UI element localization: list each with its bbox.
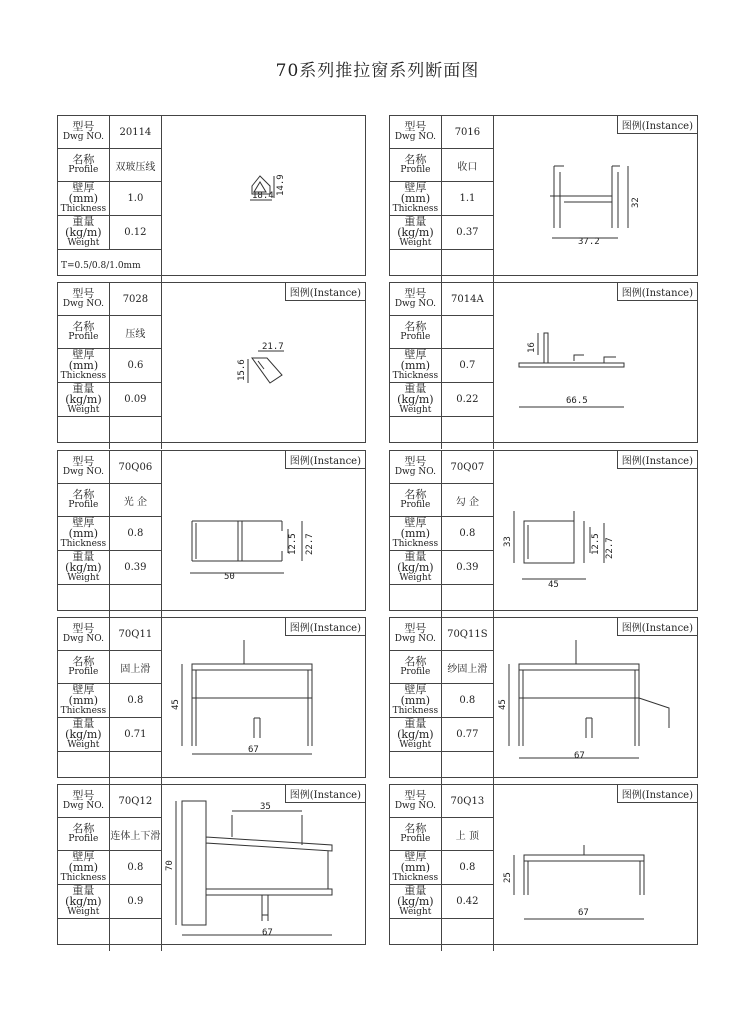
weight-label-en: Weight bbox=[67, 573, 100, 583]
dwg-label bbox=[390, 283, 441, 316]
info-row bbox=[58, 149, 162, 182]
empty-cell bbox=[109, 752, 161, 785]
info-row bbox=[58, 383, 162, 417]
profile-label-cn: 名称 bbox=[72, 822, 95, 835]
thick-label-cn: 壁厚(mm) bbox=[400, 850, 431, 874]
profile-label-en: Profile bbox=[68, 500, 99, 510]
info-table bbox=[390, 451, 494, 617]
info-table bbox=[58, 451, 162, 617]
profile-card-7016 bbox=[389, 115, 698, 276]
profile-label-cn: 名称 bbox=[72, 153, 95, 166]
info-table bbox=[58, 116, 162, 282]
profile-shape bbox=[524, 511, 584, 563]
profile-value: 收口 bbox=[441, 149, 493, 182]
empty-cell bbox=[58, 919, 109, 952]
info-row bbox=[390, 818, 494, 851]
instance-label: 图例(Instance) bbox=[617, 618, 697, 636]
weight-value: 0.9 bbox=[109, 885, 161, 919]
dimension-label: 45 bbox=[548, 580, 559, 590]
profile-label-cn: 名称 bbox=[72, 320, 95, 333]
weight-label-cn: 重量(kg/m) bbox=[397, 382, 434, 406]
thick-label-en: Thickness bbox=[392, 706, 439, 716]
empty-cell bbox=[441, 752, 493, 785]
thickness-value: 0.7 bbox=[441, 349, 493, 383]
weight-label-en: Weight bbox=[67, 405, 100, 415]
thick-label-cn: 壁厚(mm) bbox=[400, 516, 431, 540]
dwg-label-cn: 型号 bbox=[404, 455, 427, 468]
info-row bbox=[390, 718, 494, 752]
empty-cell bbox=[390, 585, 441, 618]
profile-label bbox=[390, 484, 441, 517]
dwg-value: 7016 bbox=[441, 116, 493, 149]
dwg-label bbox=[390, 618, 441, 651]
dwg-label-en: Dwg NO. bbox=[394, 467, 436, 477]
thick-label bbox=[390, 517, 441, 551]
thickness-value: 1.1 bbox=[441, 182, 493, 216]
info-row bbox=[390, 182, 494, 216]
dwg-label bbox=[58, 283, 109, 316]
info-row bbox=[58, 785, 162, 818]
dwg-label bbox=[58, 451, 109, 484]
thick-label-cn: 壁厚(mm) bbox=[68, 683, 99, 707]
info-table bbox=[390, 283, 494, 449]
dwg-label-en: Dwg NO. bbox=[394, 634, 436, 644]
thick-label-en: Thickness bbox=[392, 204, 439, 214]
profile-value: 双玻压线 bbox=[109, 149, 161, 182]
info-row bbox=[58, 451, 162, 484]
profile-label-en: Profile bbox=[400, 500, 431, 510]
info-row bbox=[58, 818, 162, 851]
profile-shape bbox=[192, 521, 282, 561]
weight-label-cn: 重量(kg/m) bbox=[397, 215, 434, 239]
profile-label-en: Profile bbox=[68, 834, 99, 844]
instance-label: 图例(Instance) bbox=[617, 785, 697, 803]
weight-label bbox=[390, 718, 441, 752]
thick-label-en: Thickness bbox=[60, 371, 107, 381]
dwg-value: 70Q11 bbox=[109, 618, 161, 651]
dimension-label: 35 bbox=[260, 802, 271, 812]
weight-value: 0.12 bbox=[109, 216, 161, 250]
weight-label bbox=[58, 551, 109, 585]
weight-label-en: Weight bbox=[399, 740, 432, 750]
profile-card-7028 bbox=[57, 282, 366, 443]
dwg-label-en: Dwg NO. bbox=[394, 299, 436, 309]
info-row bbox=[390, 316, 494, 349]
info-row bbox=[390, 149, 494, 182]
weight-label bbox=[58, 718, 109, 752]
profile-card-70Q07 bbox=[389, 450, 698, 611]
profile-value: 光 企 bbox=[109, 484, 161, 517]
info-row bbox=[390, 885, 494, 919]
thickness-value: 0.8 bbox=[109, 851, 161, 885]
info-row bbox=[390, 484, 494, 517]
thick-label-en: Thickness bbox=[392, 873, 439, 883]
dwg-value: 7028 bbox=[109, 283, 161, 316]
thickness-value: 0.8 bbox=[441, 851, 493, 885]
profile-drawing bbox=[494, 283, 694, 442]
empty-cell bbox=[441, 585, 493, 618]
dwg-label-cn: 型号 bbox=[404, 287, 427, 300]
thickness-value: 0.6 bbox=[109, 349, 161, 383]
profile-label bbox=[58, 316, 109, 349]
info-row bbox=[58, 517, 162, 551]
profile-drawing bbox=[162, 116, 362, 275]
info-table bbox=[390, 785, 494, 951]
empty-cell bbox=[390, 417, 441, 450]
thick-label-en: Thickness bbox=[60, 539, 107, 549]
profile-label-cn: 名称 bbox=[404, 488, 427, 501]
profile-label bbox=[58, 149, 109, 182]
weight-label-en: Weight bbox=[399, 238, 432, 248]
profile-drawing bbox=[494, 618, 694, 777]
thick-label-en: Thickness bbox=[60, 204, 107, 214]
profile-card-7014A bbox=[389, 282, 698, 443]
thick-label bbox=[58, 517, 109, 551]
info-row bbox=[58, 283, 162, 316]
info-row bbox=[58, 851, 162, 885]
profile-shape bbox=[524, 845, 644, 895]
profile-card-70Q11 bbox=[57, 617, 366, 778]
profile-shape bbox=[192, 640, 312, 746]
weight-label-cn: 重量(kg/m) bbox=[65, 717, 102, 741]
weight-value: 0.39 bbox=[441, 551, 493, 585]
instance-label: 图例(Instance) bbox=[285, 785, 365, 803]
dwg-label-cn: 型号 bbox=[72, 455, 95, 468]
dimension-label: 25 bbox=[503, 872, 513, 883]
weight-label-en: Weight bbox=[67, 740, 100, 750]
dimension-label: 32 bbox=[631, 197, 641, 208]
weight-label-en: Weight bbox=[67, 238, 100, 248]
profile-value: 固上滑 bbox=[109, 651, 161, 684]
thick-label-en: Thickness bbox=[392, 371, 439, 381]
profile-value: 压线 bbox=[109, 316, 161, 349]
profile-card-70Q13 bbox=[389, 784, 698, 945]
empty-cell bbox=[441, 919, 493, 952]
empty-cell bbox=[58, 417, 109, 450]
dimension-label: 66.5 bbox=[566, 396, 588, 406]
thick-label-en: Thickness bbox=[392, 539, 439, 549]
weight-label bbox=[58, 885, 109, 919]
info-row bbox=[390, 851, 494, 885]
dimension-label: 45 bbox=[171, 699, 181, 710]
dwg-label-cn: 型号 bbox=[72, 287, 95, 300]
info-row bbox=[390, 651, 494, 684]
profile-label-cn: 名称 bbox=[404, 655, 427, 668]
info-row bbox=[58, 551, 162, 585]
profile-card-70Q06 bbox=[57, 450, 366, 611]
dwg-label-cn: 型号 bbox=[404, 622, 427, 635]
info-row bbox=[390, 216, 494, 250]
instance-label: 图例(Instance) bbox=[285, 618, 365, 636]
info-row bbox=[58, 316, 162, 349]
profile-label-en: Profile bbox=[400, 332, 431, 342]
thick-label-cn: 壁厚(mm) bbox=[68, 348, 99, 372]
weight-value: 0.37 bbox=[441, 216, 493, 250]
info-row bbox=[58, 216, 162, 250]
info-row bbox=[390, 551, 494, 585]
weight-label-cn: 重量(kg/m) bbox=[65, 382, 102, 406]
weight-label-en: Weight bbox=[399, 405, 432, 415]
info-row bbox=[58, 684, 162, 718]
instance-label: 图例(Instance) bbox=[617, 116, 697, 134]
thick-label bbox=[390, 182, 441, 216]
weight-value: 0.22 bbox=[441, 383, 493, 417]
profile-drawing bbox=[162, 283, 362, 442]
info-row bbox=[58, 651, 162, 684]
dwg-label bbox=[58, 116, 109, 149]
dimension-label: 70 bbox=[165, 860, 175, 871]
weight-value: 0.77 bbox=[441, 718, 493, 752]
weight-label-cn: 重量(kg/m) bbox=[397, 717, 434, 741]
dwg-label-cn: 型号 bbox=[404, 789, 427, 802]
profile-drawing bbox=[162, 451, 362, 610]
dimension-label: 67 bbox=[262, 928, 273, 938]
dimension-label: 14.9 bbox=[276, 174, 286, 196]
info-row bbox=[390, 283, 494, 316]
dwg-value: 7014A bbox=[441, 283, 493, 316]
dwg-label bbox=[390, 785, 441, 818]
empty-cell bbox=[109, 585, 161, 618]
dwg-label-cn: 型号 bbox=[72, 789, 95, 802]
profile-label-cn: 名称 bbox=[72, 655, 95, 668]
dwg-label-en: Dwg NO. bbox=[62, 801, 104, 811]
empty-cell bbox=[109, 919, 161, 952]
thickness-value: 0.8 bbox=[109, 517, 161, 551]
weight-label bbox=[390, 383, 441, 417]
info-table bbox=[390, 618, 494, 784]
dwg-label-cn: 型号 bbox=[404, 120, 427, 133]
weight-label bbox=[390, 216, 441, 250]
thick-label-en: Thickness bbox=[60, 706, 107, 716]
profile-value: 勾 企 bbox=[441, 484, 493, 517]
profile-drawing bbox=[162, 618, 362, 777]
dwg-label bbox=[58, 785, 109, 818]
profile-value bbox=[441, 316, 493, 349]
thickness-value: 0.8 bbox=[441, 684, 493, 718]
dwg-label-en: Dwg NO. bbox=[62, 299, 104, 309]
profile-label-cn: 名称 bbox=[72, 488, 95, 501]
profile-label bbox=[390, 149, 441, 182]
info-row bbox=[390, 383, 494, 417]
profile-shape bbox=[182, 801, 332, 925]
profile-card-70Q12 bbox=[57, 784, 366, 945]
profile-value: 纱固上滑 bbox=[441, 651, 493, 684]
profile-value: 上 顶 bbox=[441, 818, 493, 851]
dwg-label-en: Dwg NO. bbox=[62, 467, 104, 477]
dimension-label: 22.7 bbox=[305, 533, 315, 555]
dwg-value: 70Q06 bbox=[109, 451, 161, 484]
weight-value: 0.39 bbox=[109, 551, 161, 585]
profile-label bbox=[58, 818, 109, 851]
dimension-label: 15.6 bbox=[237, 359, 247, 381]
info-row bbox=[58, 116, 162, 149]
weight-label bbox=[58, 383, 109, 417]
profile-label bbox=[390, 316, 441, 349]
profile-shape bbox=[519, 640, 669, 746]
weight-value: 0.71 bbox=[109, 718, 161, 752]
info-row bbox=[390, 451, 494, 484]
profile-drawing bbox=[162, 785, 362, 944]
dimension-label: 33 bbox=[503, 536, 513, 547]
dimension-label: 21.7 bbox=[262, 342, 284, 352]
info-table bbox=[58, 618, 162, 784]
profile-label-cn: 名称 bbox=[404, 320, 427, 333]
profile-label-en: Profile bbox=[68, 667, 99, 677]
profile-label bbox=[58, 484, 109, 517]
thickness-value: 1.0 bbox=[109, 182, 161, 216]
profile-label-en: Profile bbox=[68, 165, 99, 175]
thick-label bbox=[390, 851, 441, 885]
empty-cell bbox=[58, 752, 109, 785]
dwg-label-en: Dwg NO. bbox=[394, 132, 436, 142]
thick-label bbox=[390, 684, 441, 718]
profile-card-20114 bbox=[57, 115, 366, 276]
profile-label-en: Profile bbox=[400, 834, 431, 844]
info-table bbox=[58, 283, 162, 449]
info-row bbox=[390, 517, 494, 551]
thick-label-cn: 壁厚(mm) bbox=[400, 348, 431, 372]
thick-label-cn: 壁厚(mm) bbox=[68, 181, 99, 205]
info-row bbox=[58, 718, 162, 752]
profile-shape bbox=[252, 358, 282, 383]
dwg-label-cn: 型号 bbox=[72, 622, 95, 635]
weight-label-en: Weight bbox=[399, 907, 432, 917]
weight-label-cn: 重量(kg/m) bbox=[65, 884, 102, 908]
profile-value: 连体上下滑 bbox=[109, 818, 161, 851]
weight-label-en: Weight bbox=[67, 907, 100, 917]
dimension-label: 50 bbox=[224, 572, 235, 582]
empty-cell bbox=[390, 752, 441, 785]
dwg-label bbox=[390, 451, 441, 484]
profile-drawing bbox=[494, 116, 694, 275]
empty-cell bbox=[109, 417, 161, 450]
page-title: 70系列推拉窗系列断面图 bbox=[275, 61, 480, 81]
dimension-label: 12.5 bbox=[288, 533, 298, 555]
empty-cell bbox=[390, 250, 441, 283]
profile-card-70Q11S bbox=[389, 617, 698, 778]
dimension-label: 67 bbox=[578, 908, 589, 918]
profile-label bbox=[390, 818, 441, 851]
thickness-value: 0.8 bbox=[109, 684, 161, 718]
weight-label bbox=[390, 551, 441, 585]
weight-value: 0.42 bbox=[441, 885, 493, 919]
thick-label bbox=[58, 684, 109, 718]
dwg-label-en: Dwg NO. bbox=[62, 634, 104, 644]
empty-cell bbox=[441, 250, 493, 283]
dwg-value: 70Q11S bbox=[441, 618, 493, 651]
info-row bbox=[390, 684, 494, 718]
dimension-label: 67 bbox=[248, 745, 259, 755]
info-row bbox=[58, 349, 162, 383]
empty-cell bbox=[58, 585, 109, 618]
dwg-label-en: Dwg NO. bbox=[62, 132, 104, 142]
dimension-label: 22.7 bbox=[605, 537, 615, 559]
profile-label bbox=[58, 651, 109, 684]
dwg-value: 70Q07 bbox=[441, 451, 493, 484]
profile-label-cn: 名称 bbox=[404, 153, 427, 166]
weight-label-cn: 重量(kg/m) bbox=[65, 215, 102, 239]
info-table bbox=[58, 785, 162, 951]
info-row bbox=[58, 885, 162, 919]
instance-label: 图例(Instance) bbox=[617, 283, 697, 301]
weight-label-cn: 重量(kg/m) bbox=[397, 884, 434, 908]
info-row bbox=[58, 618, 162, 651]
thickness-note: T=0.5/0.8/1.0mm bbox=[58, 250, 162, 283]
profile-label bbox=[390, 651, 441, 684]
instance-label: 图例(Instance) bbox=[285, 451, 365, 469]
info-row bbox=[390, 785, 494, 818]
thick-label-cn: 壁厚(mm) bbox=[68, 850, 99, 874]
weight-label-en: Weight bbox=[399, 573, 432, 583]
dwg-label bbox=[390, 116, 441, 149]
instance-label: 图例(Instance) bbox=[617, 451, 697, 469]
profile-label-cn: 名称 bbox=[404, 822, 427, 835]
info-row bbox=[58, 484, 162, 517]
info-table bbox=[390, 116, 494, 282]
instance-label: 图例(Instance) bbox=[285, 283, 365, 301]
profile-shape bbox=[550, 166, 620, 228]
dimension-label: 45 bbox=[498, 699, 508, 710]
weight-label-cn: 重量(kg/m) bbox=[397, 550, 434, 574]
profile-label-en: Profile bbox=[400, 667, 431, 677]
thick-label-en: Thickness bbox=[60, 873, 107, 883]
weight-label bbox=[390, 885, 441, 919]
thick-label bbox=[58, 182, 109, 216]
info-row bbox=[390, 349, 494, 383]
dimension-label: 67 bbox=[574, 751, 585, 761]
dwg-label-cn: 型号 bbox=[72, 120, 95, 133]
weight-label bbox=[58, 216, 109, 250]
thickness-value: 0.8 bbox=[441, 517, 493, 551]
dwg-value: 20114 bbox=[109, 116, 161, 149]
dimension-label: 12.5 bbox=[591, 533, 601, 555]
profile-label-en: Profile bbox=[400, 165, 431, 175]
dwg-value: 70Q12 bbox=[109, 785, 161, 818]
weight-value: 0.09 bbox=[109, 383, 161, 417]
dimension-label: 37.2 bbox=[578, 237, 600, 247]
dimension-label: 16 bbox=[527, 342, 537, 353]
weight-label-cn: 重量(kg/m) bbox=[65, 550, 102, 574]
thick-label-cn: 壁厚(mm) bbox=[400, 181, 431, 205]
thick-label bbox=[58, 851, 109, 885]
dwg-value: 70Q13 bbox=[441, 785, 493, 818]
profile-drawing bbox=[494, 451, 694, 610]
empty-cell bbox=[390, 919, 441, 952]
thick-label-cn: 壁厚(mm) bbox=[68, 516, 99, 540]
dwg-label-en: Dwg NO. bbox=[394, 801, 436, 811]
thick-label bbox=[390, 349, 441, 383]
dwg-label bbox=[58, 618, 109, 651]
empty-cell bbox=[441, 417, 493, 450]
info-row bbox=[390, 116, 494, 149]
profile-drawing bbox=[494, 785, 694, 944]
info-row bbox=[390, 618, 494, 651]
info-row bbox=[58, 182, 162, 216]
dimension-label: 18.4 bbox=[252, 191, 274, 201]
profile-label-en: Profile bbox=[68, 332, 99, 342]
thick-label bbox=[58, 349, 109, 383]
thick-label-cn: 壁厚(mm) bbox=[400, 683, 431, 707]
